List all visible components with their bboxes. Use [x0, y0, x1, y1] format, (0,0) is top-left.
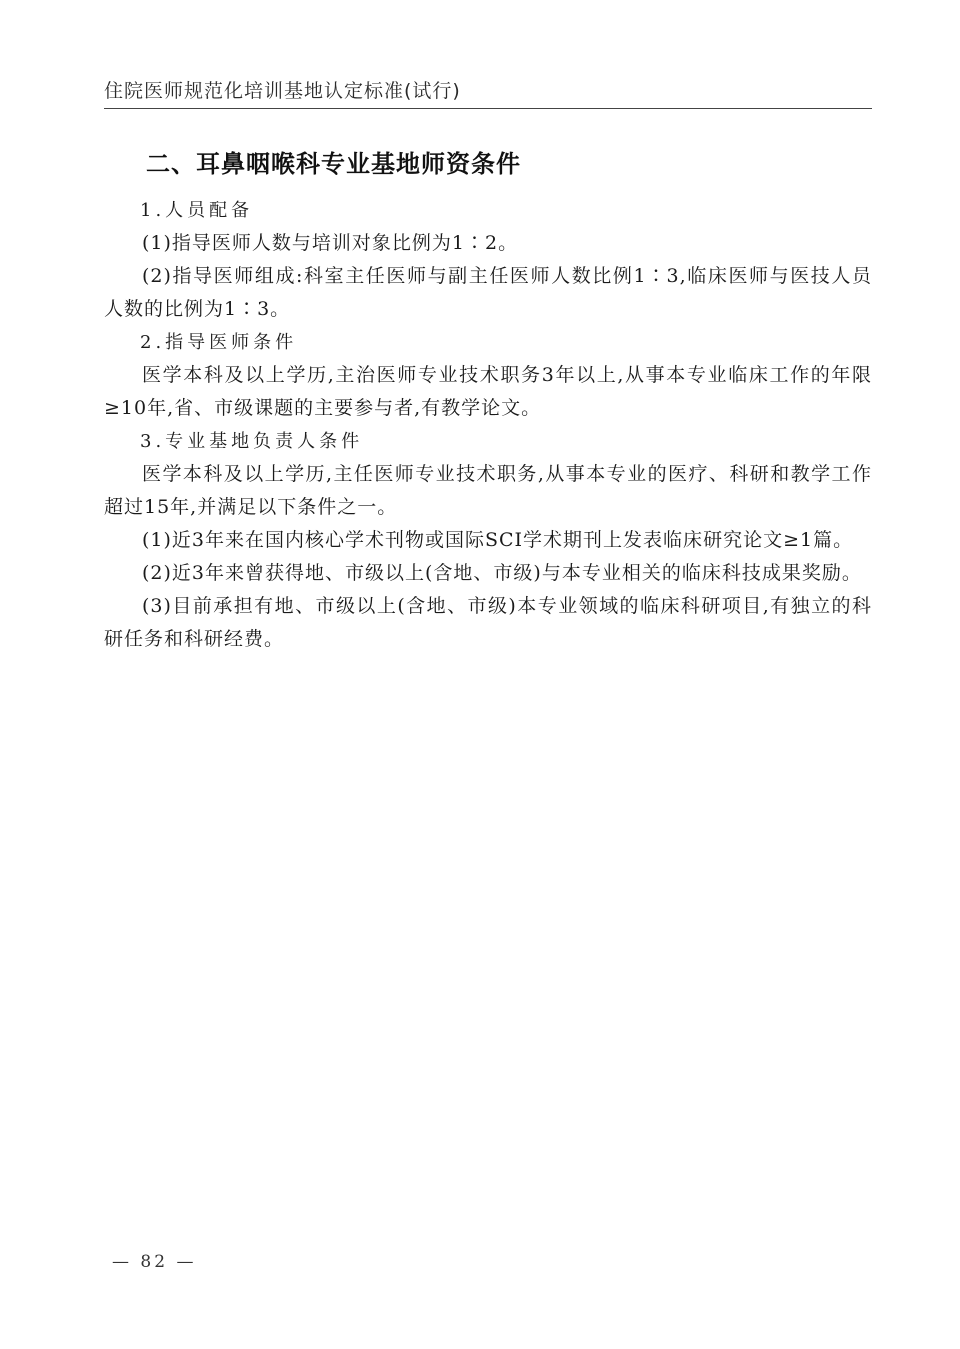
header-rule — [104, 108, 872, 109]
paragraph: (2)近3年来曾获得地、市级以上(含地、市级)与本专业相关的临床科技成果奖励。 — [142, 562, 862, 584]
paragraph: (1)指导医师人数与培训对象比例为1∶2。 — [142, 232, 519, 254]
section-title: 二、耳鼻咽喉科专业基地师资条件 — [146, 150, 521, 178]
subheading-director-conditions: 3.专业基地负责人条件 — [140, 431, 364, 452]
page-number: — 82 — — [112, 1252, 197, 1272]
paragraph: (1)近3年来在国内核心学术刊物或国际SCI学术期刊上发表临床研究论文≥1篇。 — [142, 529, 854, 551]
paragraph: (2)指导医师组成:科室主任医师与副主任医师人数比例1∶3,临床医师与医技人员人数的比例为1∶3。 — [104, 265, 872, 320]
subheading-instructor-conditions: 2.指导医师条件 — [140, 332, 298, 353]
running-header: 住院医师规范化培训基地认定标准(试行) — [104, 80, 461, 102]
body-content — [104, 194, 872, 656]
paragraph: (3)目前承担有地、市级以上(含地、市级)本专业领域的临床科研项目,有独立的科研任务和科研经费。 — [104, 595, 872, 650]
paragraph: 医学本科及以上学历,主治医师专业技术职务3年以上,从事本专业临床工作的年限≥10年,省、市级课题的主要参与者,有教学论文。 — [104, 364, 872, 419]
subheading-staffing: 1.人员配备 — [140, 200, 254, 221]
paragraph: 医学本科及以上学历,主任医师专业技术职务,从事本专业的医疗、科研和教学工作超过15年,并满足以下条件之一。 — [104, 463, 872, 518]
